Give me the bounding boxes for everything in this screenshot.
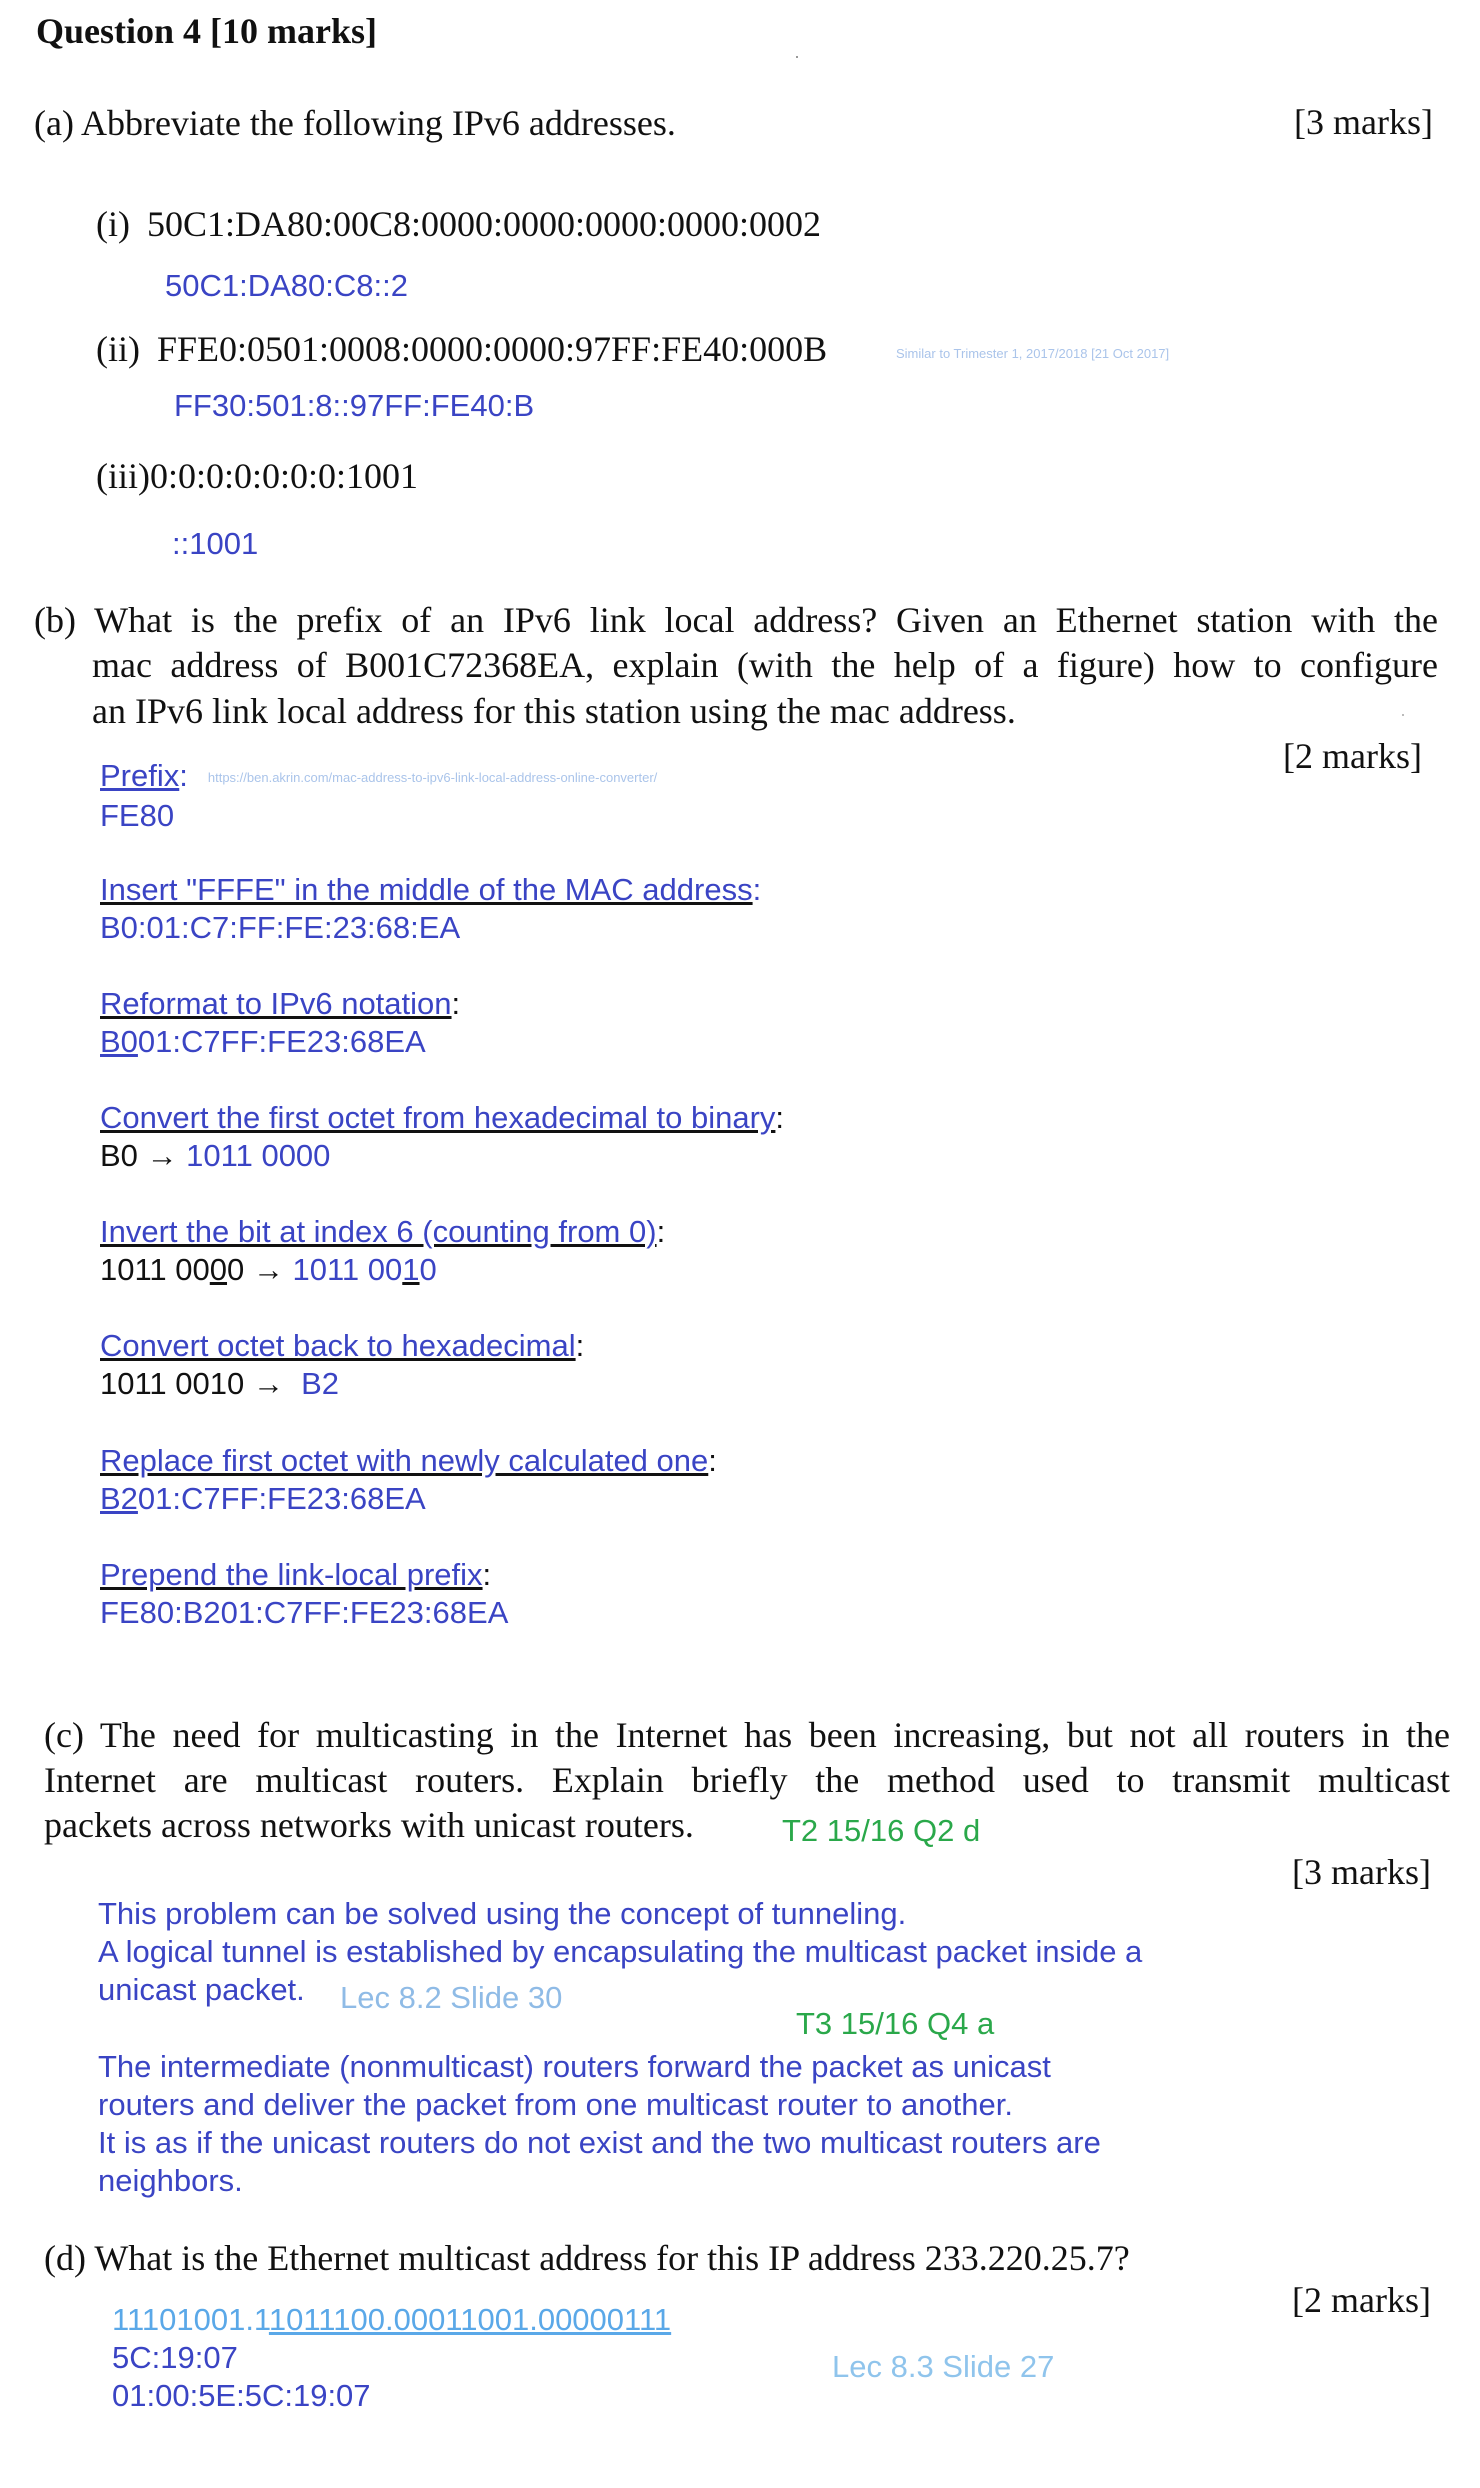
item-label: (ii) [96,329,140,369]
link-note: https://ben.akrin.com/mac-address-to-ipv6-link-local-address-online-converter/ [207,769,658,785]
bit-flipped-before: 0 [209,1252,228,1287]
part-c-ref1: T2 15/16 Q2 d [782,1813,981,1848]
step-to: B2 [301,1366,340,1401]
step-from: 1011 0010 [100,1366,245,1401]
part-c-ref2: T3 15/16 Q4 a [796,2006,995,2041]
part-b-line2: mac address of B001C72368EA, explain (with the help of a figure) how to configure [92,645,1438,685]
part-c-answer-3: unicast packet. [98,1972,305,2007]
part-c-answer-4: The intermediate (nonmulticast) routers forward the packet as unicast [98,2049,1051,2084]
bits-before-tail: 0 [227,1252,245,1287]
part-c-answer-6: It is as if the unicast routers do not exist and the two multicast routers are [98,2125,1101,2160]
step-reformat: Reformat to IPv6 notation: B001:C7FF:FE23:68EA [100,986,461,1059]
part-c-answer-1: This problem can be solved using the concept of tunneling. [98,1896,907,1931]
step-prefix: Prefix: https://ben.akrin.com/mac-address-to-ipv6-link-local-address-online-converter/ FE80 [100,758,658,833]
step-heading: Invert the bit at index 6 (counting from 0) [100,1214,657,1249]
part-d-lec: Lec 8.3 Slide 27 [832,2349,1055,2384]
part-d-mac: 01:00:5E:5C:19:07 [112,2378,371,2413]
part-b-line3: an IPv6 link local address for this station using the mac address. [92,691,1016,731]
item-address: 50C1:DA80:00C8:0000:0000:0000:0000:0002 [146,204,822,244]
step-hex-to-binary: Convert the first octet from hexadecimal to binary: B0 → 1011 0000 [100,1100,785,1173]
arrow-icon: → [252,1366,284,1401]
step-heading: Convert the first octet from hexadecimal to binary [100,1100,776,1135]
step-heading: Prefix [100,758,180,793]
step-binary-to-hex: Convert octet back to hexadecimal: 1011 0010 → B2 [100,1328,585,1401]
step-heading: Prepend the link-local prefix [100,1557,483,1592]
bit-flipped-after: 1 [402,1252,420,1287]
bits-before: 1011 00 [100,1252,210,1287]
part-d-marks: [2 marks] [1292,2280,1431,2320]
step-replace-octet: Replace first octet with newly calculated one: B201:C7FF:FE23:68EA [100,1443,717,1516]
question-title: Question 4 [10 marks] [36,11,377,51]
arrow-icon: → [252,1252,284,1287]
item-address: 0:0:0:0:0:0:0:1001 [149,456,418,496]
part-a-item-i [96,203,821,245]
part-a-marks: [3 marks] [1294,102,1433,142]
step-value-highlight: B2 [100,1481,138,1516]
step-value-highlight: B0 [100,1024,138,1059]
part-c-answer-2: A logical tunnel is established by encapsulating the multicast packet inside a [98,1934,1143,1969]
part-d-hex: 5C:19:07 [112,2340,238,2375]
binary-lower-23-bits: 1011100.00011001.00000111 [268,2302,672,2337]
part-c-lec: Lec 8.2 Slide 30 [340,1980,563,2015]
part-b-line1: (b) What is the prefix of an IPv6 link local address? Given an Ethernet station with the [34,600,1438,640]
step-prepend-prefix: Prepend the link-local prefix: FE80:B201:C7FF:FE23:68EA [100,1557,509,1630]
part-a-item-ii [96,328,827,370]
item-address: FFE0:0501:0008:0000:0000:97FF:FE40:000B [156,329,828,369]
part-c-answer-5: routers and deliver the packet from one multicast router to another. [98,2087,1013,2122]
step-insert-fffe: Insert "FFFE" in the middle of the MAC address: B0:01:C7:FF:FE:23:68:EA [100,872,762,945]
step-heading: Reformat to IPv6 notation [100,986,452,1021]
step-from: B0 [100,1138,138,1173]
part-b-marks: [2 marks] [1283,736,1422,776]
step-value: B0:01:C7:FF:FE:23:68:EA [100,910,461,945]
part-d-prompt: (d) What is the Ethernet multicast address for this IP address 233.220.25.7? [44,2238,1130,2278]
step-value: FE80 [100,797,175,833]
part-a-note-ii: Similar to Trimester 1, 2017/2018 [21 Oct 2017] [896,346,1170,361]
stray-dot [796,56,798,58]
bits-after-tail: 0 [419,1252,437,1287]
part-a-answer-ii: FF30:501:8::97FF:FE40:B [174,388,535,423]
step-heading: Convert octet back to hexadecimal [100,1328,576,1363]
part-c-line1: (c) The need for multicasting in the Internet has been increasing, but not all routers in the [44,1715,1450,1755]
binary-prefix: 11101001.1 [112,2302,269,2337]
part-a-item-iii [96,455,418,497]
step-to: 1011 0000 [186,1138,331,1173]
part-c-marks: [3 marks] [1292,1852,1431,1892]
part-c-line2: Internet are multicast routers. Explain briefly the method used to transmit multicast [44,1760,1450,1800]
arrow-icon: → [146,1138,178,1173]
step-heading: Insert "FFFE" in the middle of the MAC address [100,872,753,907]
part-c-line3: packets across networks with unicast routers. [44,1805,694,1845]
part-a-prompt: (a) Abbreviate the following IPv6 addresses. [34,103,676,143]
item-label: (i) [96,204,130,244]
part-c-answer-7: neighbors. [98,2163,243,2198]
step-heading: Replace first octet with newly calculated one [100,1443,709,1478]
step-value: FE80:B201:C7FF:FE23:68EA [100,1595,509,1630]
step-value-rest: 01:C7FF:FE23:68EA [137,1024,426,1059]
bits-after: 1011 00 [292,1252,403,1287]
part-d-binary [112,2301,671,2339]
item-label: (iii) [96,456,150,496]
stray-dot [1402,714,1404,716]
part-a-answer-iii: ::1001 [172,526,259,561]
part-a-answer-i: 50C1:DA80:C8::2 [165,268,408,303]
step-value-rest: 01:C7FF:FE23:68EA [137,1481,426,1516]
step-invert-bit: Invert the bit at index 6 (counting from 0): 1011 0000 → 1011 0010 [100,1214,666,1287]
